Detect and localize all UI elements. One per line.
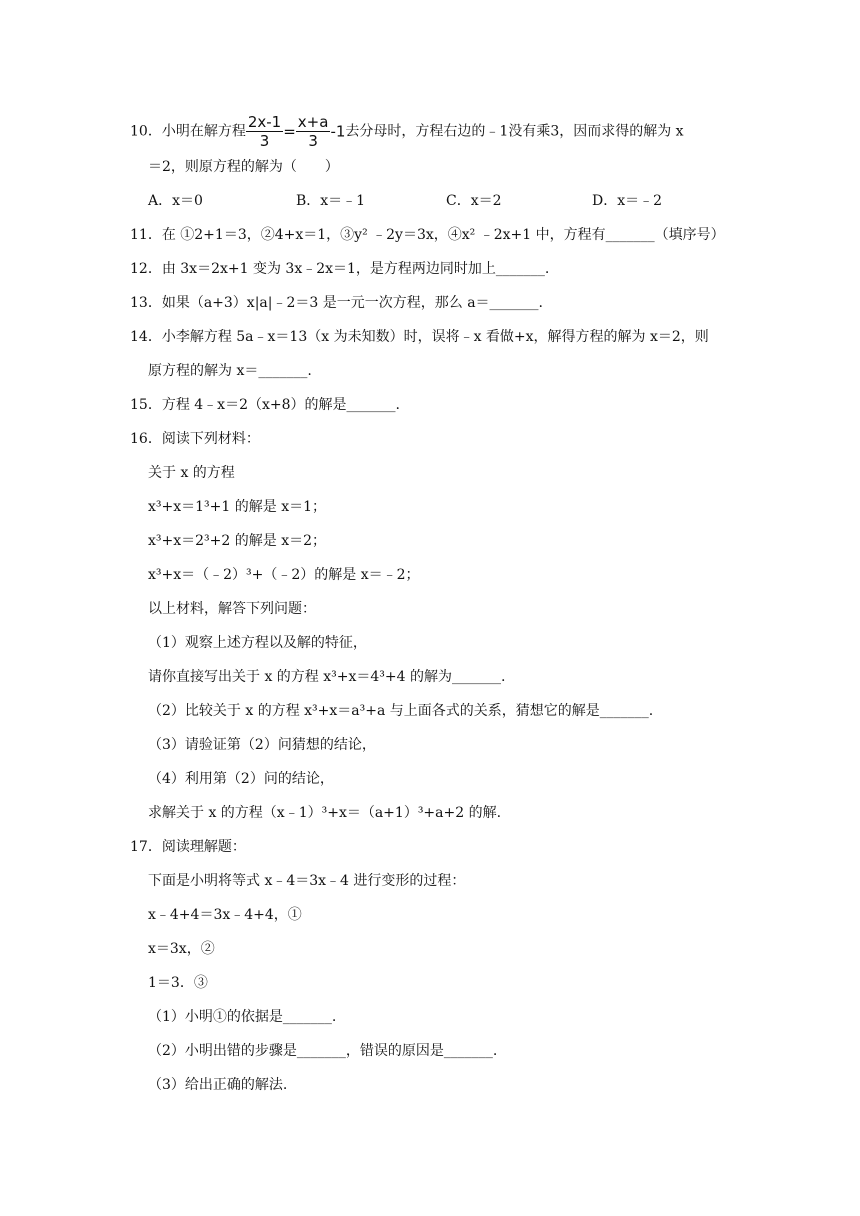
question-17-line: 下面是小明将等式 x﹣4＝3x﹣4 进行变形的过程： [148,873,466,889]
question-16-line: （1）观察上述方程以及解的特征， [148,635,367,651]
question-14-line-2: 原方程的解为 x＝_______. [148,363,312,379]
question-17-line: 1＝3．③ [148,975,208,991]
question-16-heading: 阅读下列材料： [161,431,260,447]
question-11-text: 在 ①2+1＝3，②4+x＝1，③y² ﹣2y＝3x，④x² ﹣2x+1 中，方程有_______（填序号） [161,227,725,243]
question-16-line: （2）比较关于 x 的方程 x³+x＝a³+a 与上面各式的关系，猜想它的解是_______. [148,703,654,719]
question-number: 15． [130,397,162,413]
question-number: 14． [130,329,162,345]
question-14-line-1 [130,327,709,347]
question-10-line-2: ＝2，则原方程的解为（ ） [148,159,339,175]
question-12-text: 由 3x＝2x+1 变为 3x﹣2x＝1，是方程两边同时加上_______. [161,261,550,277]
question-number: 17． [130,839,162,855]
question-16-line: 以上材料，解答下列问题： [148,601,316,617]
question-11 [130,225,725,245]
fraction-right-numerator: x+a [297,113,329,131]
question-17-line: （3）给出正确的解法. [148,1077,288,1093]
question-number: 16． [130,431,162,447]
question-16-line: x³+x＝1³+1 的解是 x＝1； [148,499,326,515]
question-14-text: 小李解方程 5a﹣x＝13（x 为未知数）时，误将﹣x 看做+x，解得方程的解为 x＝2，则 [161,329,709,345]
question-10-suffix: 去分母时，方程右边的﹣1没有乘3，因而求得的解为 x [345,123,684,140]
question-17-line: （2）小明出错的步骤是_______，错误的原因是_______. [148,1043,498,1059]
option-c: C．x＝2 [446,193,502,209]
fraction-left-denominator: 3 [259,132,270,150]
minus-one: -1 [330,122,346,141]
question-15 [130,395,400,415]
option-b: B．x＝﹣1 [296,193,366,209]
question-16-title [130,429,260,449]
question-16-line: x³+x＝2³+2 的解是 x＝2； [148,533,326,549]
question-17-line: （1）小明①的依据是_______. [148,1009,337,1025]
question-16-line: （3）请验证第（2）问猜想的结论， [148,737,376,753]
equals-sign: = [283,122,296,141]
question-15-text: 方程 4﹣x＝2（x+8）的解是_______. [161,397,400,413]
fraction-left [246,113,283,150]
fraction-right [296,113,331,150]
question-13 [130,293,543,313]
question-16-line: 关于 x 的方程 [148,465,235,481]
question-16-line: 请你直接写出关于 x 的方程 x³+x＝4³+4 的解为_______. [148,669,506,685]
question-10-prefix: 小明在解方程 [161,123,246,140]
question-13-text: 如果（a+3）x|a|﹣2＝3 是一元一次方程，那么 a＝_______. [161,295,543,311]
question-16-line: x³+x＝（﹣2）³+（﹣2）的解是 x＝﹣2； [148,567,420,583]
question-10-line-1 [130,113,684,150]
question-number: 11． [130,227,162,243]
fraction-right-denominator: 3 [308,132,318,150]
question-16-line: 求解关于 x 的方程（x﹣1）³+x＝（a+1）³+a+2 的解. [148,805,502,821]
question-17-heading: 阅读理解题： [161,839,246,855]
question-17-line: x＝3x，② [148,941,215,957]
question-number: 12． [130,261,162,277]
question-17-title [130,837,246,857]
question-number: 10． [130,123,162,140]
question-16-line: （4）利用第（2）问的结论， [148,771,334,787]
fraction-left-numerator: 2x-1 [247,113,282,131]
question-12 [130,259,549,279]
question-17-line: x﹣4+4＝3x﹣4+4，① [148,907,302,923]
option-a: A．x＝0 [148,193,203,209]
question-number: 13． [130,295,162,311]
option-d: D．x＝﹣2 [592,193,663,209]
